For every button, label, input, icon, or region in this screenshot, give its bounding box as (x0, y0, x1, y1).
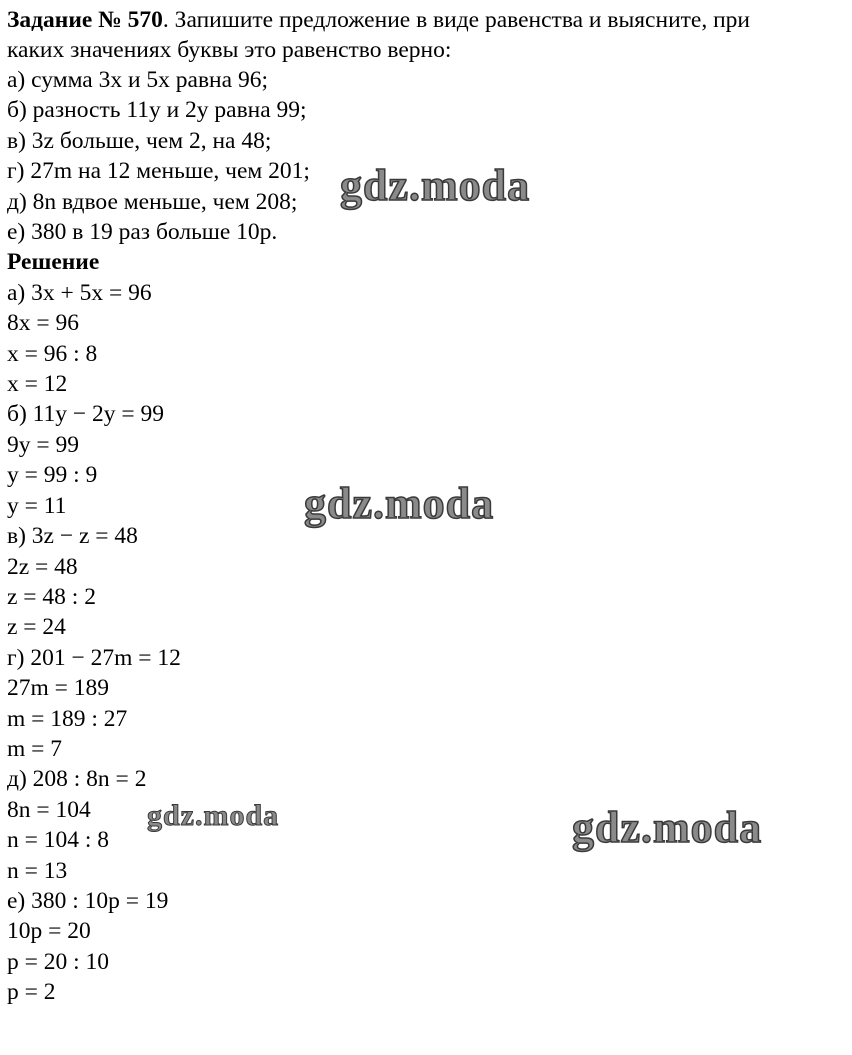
solution-line: 9y = 99 (7, 431, 80, 458)
task-item-v: в) 3z больше, чем 2, на 48; (7, 127, 272, 154)
solution-line: z = 48 : 2 (7, 583, 96, 610)
solution-line: p = 2 (7, 979, 56, 1006)
solution-heading: Решение (7, 249, 100, 276)
solution-line: д) 208 : 8n = 2 (7, 766, 147, 793)
solution-line: 8n = 104 (7, 796, 91, 823)
solution-line: е) 380 : 10p = 19 (7, 887, 169, 914)
solution-line: в) 3z − z = 48 (7, 523, 138, 550)
solution-line: z = 24 (7, 614, 66, 641)
task-statement-line-1 (7, 5, 852, 35)
task-statement-line-2: каких значениях буквы это равенство верно: (7, 37, 452, 63)
solution-line: m = 7 (7, 735, 63, 762)
task-item-b: б) разность 11y и 2y равна 99; (7, 97, 307, 124)
watermark: gdz.moda (340, 161, 531, 210)
task-item-a: а) сумма 3x и 5x равна 96; (7, 67, 268, 93)
solution-line: 2z = 48 (7, 553, 78, 580)
watermark: gdz.moda (147, 799, 280, 832)
watermark: gdz.moda (304, 479, 495, 528)
solution-line: 8x = 96 (7, 310, 80, 337)
solution-line: m = 189 : 27 (7, 705, 128, 732)
solution-line: n = 104 : 8 (7, 827, 110, 854)
task-title: Задание № 570 (7, 7, 163, 33)
document-page (7, 5, 852, 1008)
solution-line: б) 11y − 2y = 99 (7, 401, 165, 428)
solution-line: p = 20 : 10 (7, 948, 110, 975)
task-items (7, 65, 852, 247)
solution-line: г) 201 − 27m = 12 (7, 644, 181, 671)
solution-line: n = 13 (7, 857, 68, 884)
solution-lines (7, 278, 852, 1008)
task-statement-text: . Запишите предложение в виде равенства и выясните, при (162, 7, 750, 33)
task-item-e: е) 380 в 19 раз больше 10p. (7, 219, 278, 246)
solution-line: y = 99 : 9 (7, 462, 98, 489)
solution-line: y = 11 (7, 492, 67, 519)
solution-line: 27m = 189 (7, 675, 110, 702)
solution-line: x = 12 (7, 371, 68, 398)
watermark: gdz.moda (572, 803, 763, 852)
task-item-d: д) 8n вдвое меньше, чем 208; (7, 188, 298, 215)
solution-line: 10p = 20 (7, 918, 91, 945)
solution-line: x = 96 : 8 (7, 340, 98, 367)
solution-line: а) 3x + 5x = 96 (7, 279, 152, 306)
task-item-g: г) 27m на 12 меньше, чем 201; (7, 158, 310, 185)
